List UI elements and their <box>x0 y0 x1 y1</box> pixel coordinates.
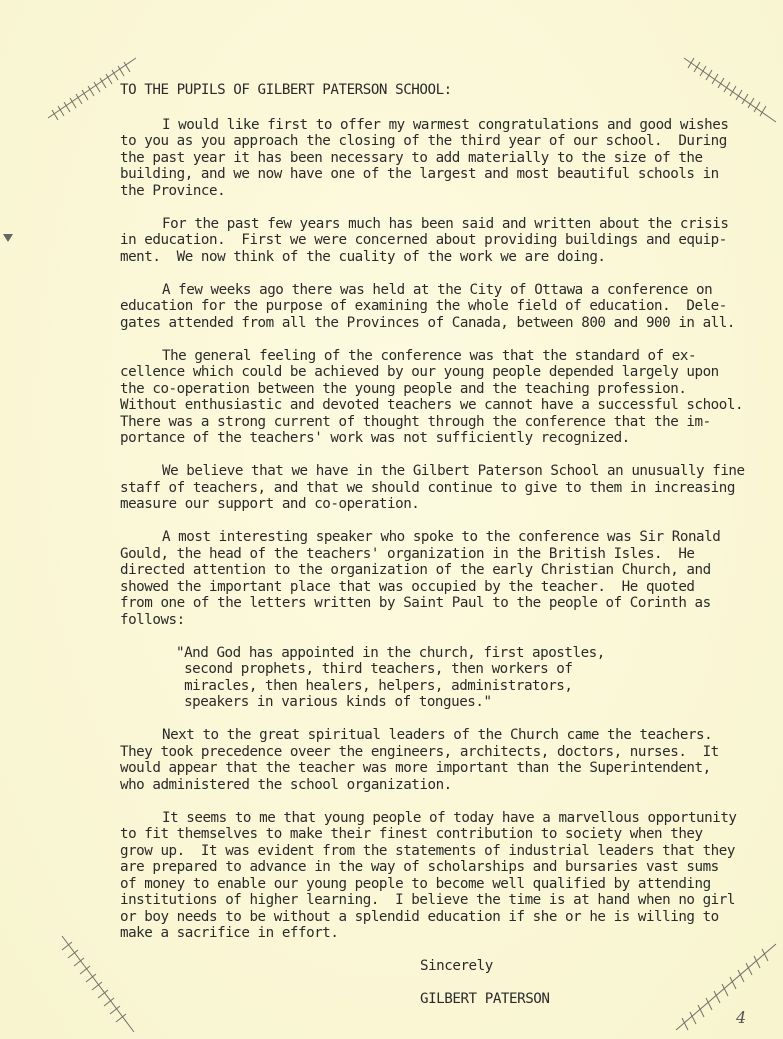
paragraph-5: We believe that we have in the Gilbert Paterson School an unusually fine staff of teachers, and that we should continue to give to them in increasing measure our support and co-operation. <box>120 463 745 512</box>
closing-text: Sincerely <box>420 958 493 974</box>
paragraph-8: It seems to me that young people of today have a marvellous opportunity to fit themselves to make their finest contribution to society when they grow up. It was evident from the statements of industrial leaders that they are prepared to advance in the way of scholarships and bursaries vast sums of money to enable our young people to become well qualified by attending institutions of higher learning. I believe the time is at hand when no girl or boy needs to be without a splendid education if she or he is willing to make a sacrifice in effort. <box>120 809 737 941</box>
letter-body <box>120 82 760 1024</box>
page-number: 4 <box>736 1008 747 1027</box>
paragraph-4: The general feeling of the conference was that the standard of ex- cellence which could be achieved by our young people depended largely upon the co-operation between the young people and the teaching profession. Without enthusiastic and devoted teachers we cannot have a successful school. There was a strong current of thought through the conference that the im- portance of the teachers' work was not sufficiently recognized. <box>120 347 744 446</box>
paragraph-6: A most interesting speaker who spoke to the conference was Sir Ronald Gould, the head of the teachers' organization in the British Isles. He directed attention to the organization of the early Christian Church, and showed the important place that was occupied by the teacher. He quoted from one of the letters written by Saint Paul to the people of Corinth as follows: <box>120 529 721 628</box>
scripture-quote: "And God has appointed in the church, first apostles, second prophets, third teachers, then workers of miracles, then healers, helpers, administrators, speakers in various kinds of tongues." <box>176 644 605 710</box>
paragraph-2: For the past few years much has been said and written about the crisis in education. First we were concerned about providing buildings and equip- ment. We now think of the cuality of the work we are doing. <box>120 215 729 265</box>
paragraph-3: A few weeks ago there was held at the City of Ottawa a conference on education for the purpose of examining the whole field of education. Dele- gates attended from all the Provinces of Canada, between 800 and 900 in all. <box>120 281 735 331</box>
margin-mark-icon <box>3 234 13 242</box>
closing-block <box>420 958 760 1008</box>
salutation: TO THE PUPILS OF GILBERT PATERSON SCHOOL: <box>120 82 452 98</box>
paragraph-1: I would like first to offer my warmest congratulations and good wishes to you as you approach the closing of the third year of our school. During the past year it has been necessary to add materially to the size of the building, and we now have one of the largest and most beautiful schools in the Province. <box>120 116 729 199</box>
signature-name: GILBERT PATERSON <box>420 991 550 1007</box>
paragraph-7: Next to the great spiritual leaders of the Church came the teachers. They took precedence oveer the engineers, architects, doctors, nurses. It would appear that the teacher was more important than the Superintendent, who administered the school organization. <box>120 727 719 793</box>
